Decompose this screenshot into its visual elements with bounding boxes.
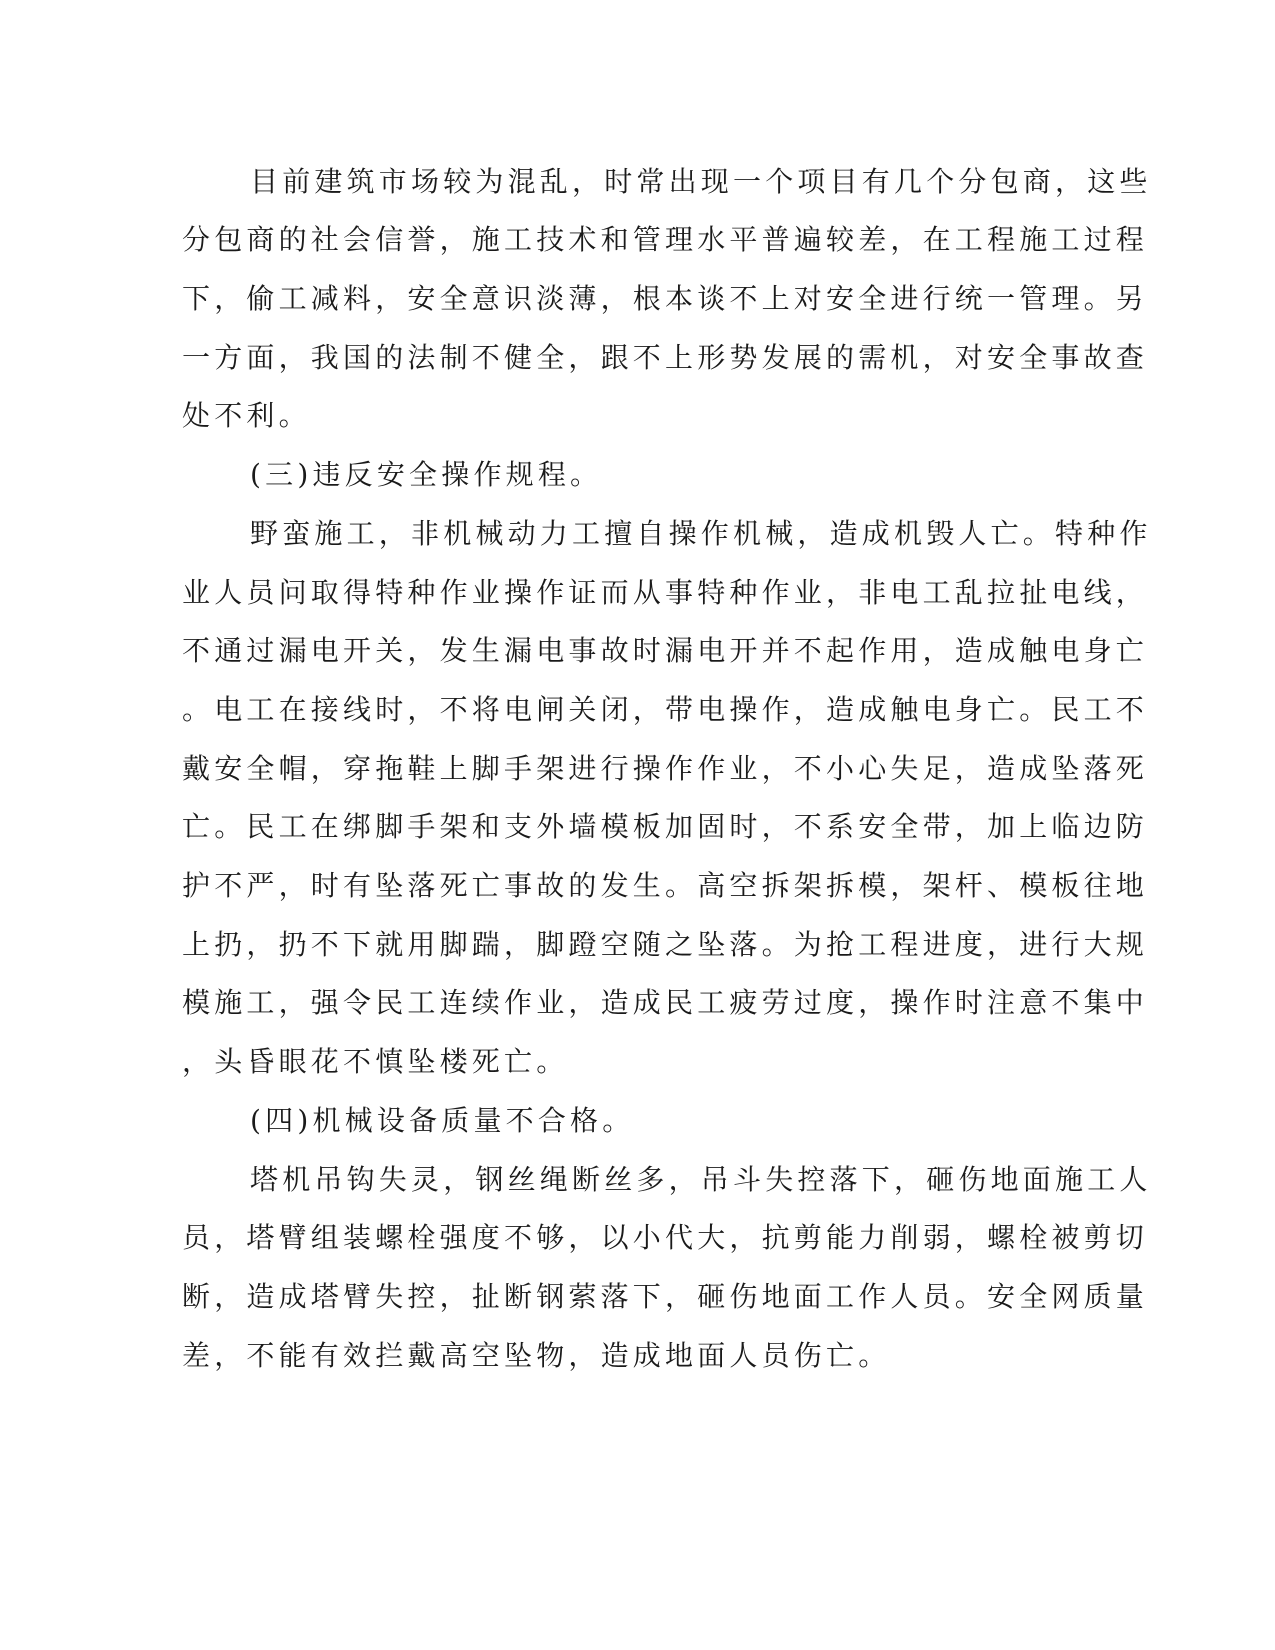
paragraph-2-line-6: 亡。民工在绑脚手架和支外墙模板加固时，不系安全带，加上临边防 (182, 810, 1149, 843)
paragraph-2-line-9: 模施工，强令民工连续作业，造成民工疲劳过度，操作时注意不集中 (182, 986, 1149, 1019)
paragraph-2-line-4: 。电工在接线时，不将电闸关闭，带电操作，造成触电身亡。民工不 (182, 693, 1149, 726)
paragraph-2-line-5: 戴安全帽，穿拖鞋上脚手架进行操作作业，不小心失足，造成坠落死 (182, 752, 1149, 785)
paragraph-3-line-1: 塔机吊钩失灵，钢丝绳断丝多，吊斗失控落下，砸伤地面施工人 (250, 1163, 1152, 1196)
paragraph-2-line-10: ，头昏眼花不慎坠楼死亡。 (182, 1045, 569, 1078)
paragraph-2-line-7: 护不严，时有坠落死亡事故的发生。高空拆架拆模，架杆、模板往地 (182, 869, 1149, 902)
paragraph-2-line-3: 不通过漏电开关，发生漏电事故时漏电开并不起作用，造成触电身亡 (182, 634, 1149, 667)
paragraph-1-line-3: 下，偷工减料，安全意识淡薄，根本谈不上对安全进行统一管理。另 (182, 282, 1149, 315)
paragraph-3-line-2: 员，塔臂组装螺栓强度不够，以小代大，抗剪能力削弱，螺栓被剪切 (182, 1221, 1149, 1254)
paragraph-3-line-4: 差，不能有效拦戴高空坠物，造成地面人员伤亡。 (182, 1339, 891, 1372)
paragraph-2-line-2: 业人员问取得特种作业操作证而从事特种作业，非电工乱拉扯电线， (182, 576, 1149, 609)
paragraph-1-line-1: 目前建筑市场较为混乱，时常出现一个项目有几个分包商，这些 (250, 165, 1152, 198)
paragraph-2-line-8: 上扔，扔不下就用脚踹，脚蹬空随之坠落。为抢工程进度，进行大规 (182, 928, 1149, 961)
section-heading-4: (四)机械设备质量不合格。 (250, 1104, 635, 1137)
paragraph-1-line-5: 处不利。 (182, 399, 311, 432)
paragraph-2-line-1: 野蛮施工，非机械动力工擅自操作机械，造成机毁人亡。特种作 (250, 517, 1152, 550)
section-heading-3: (三)违反安全操作规程。 (250, 458, 603, 491)
paragraph-1-line-4: 一方面，我国的法制不健全，跟不上形势发展的需机，对安全事故查 (182, 341, 1149, 374)
paragraph-3-line-3: 断，造成塔臂失控，扯断钢萦落下，砸伤地面工作人员。安全网质量 (182, 1280, 1149, 1313)
paragraph-1-line-2: 分包商的社会信誉，施工技术和管理水平普遍较差，在工程施工过程 (182, 223, 1149, 256)
